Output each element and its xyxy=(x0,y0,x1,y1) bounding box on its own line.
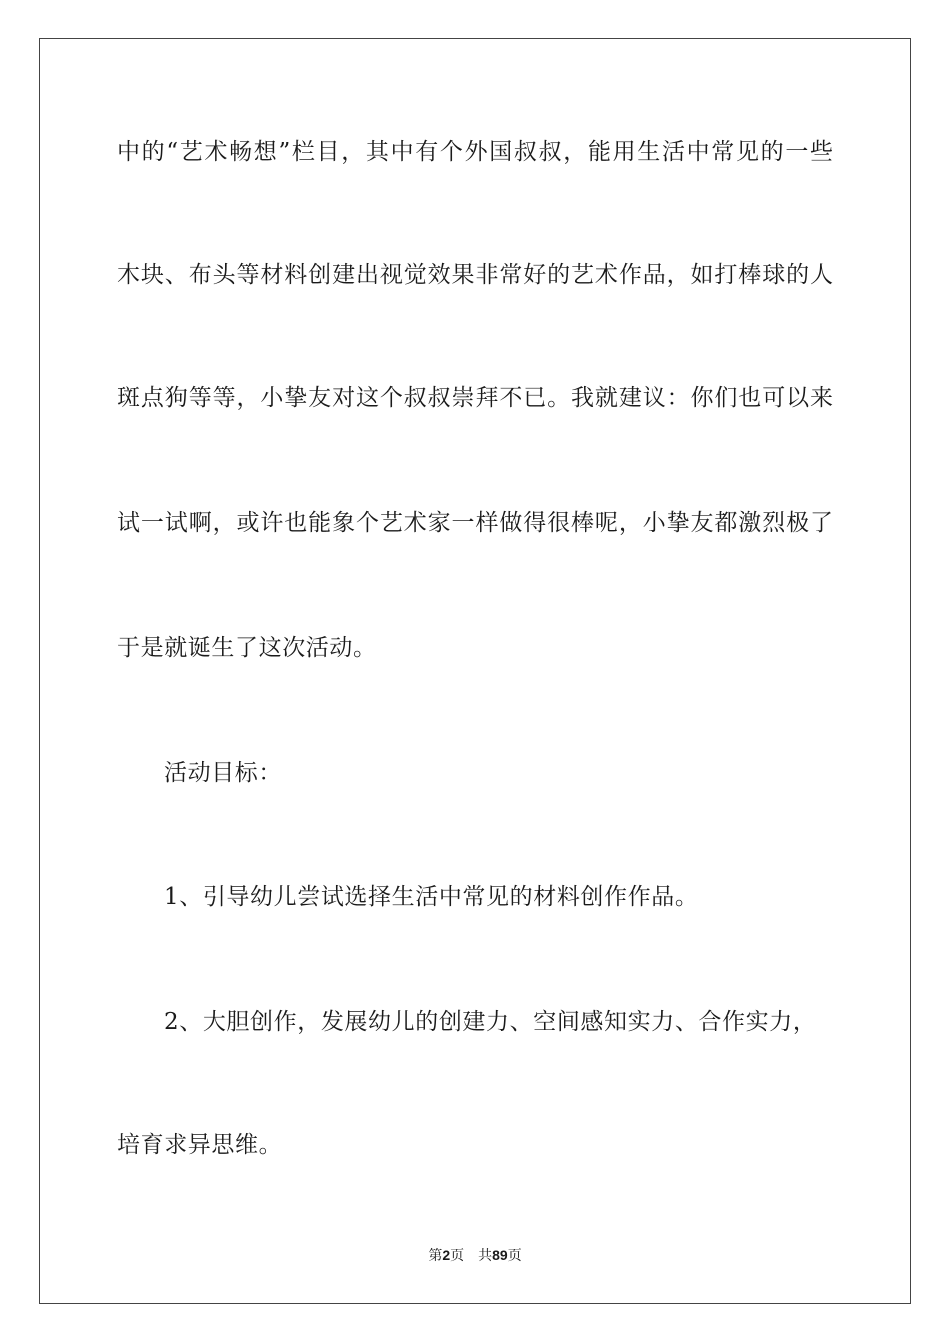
paragraph-line-5: 于是就诞生了这次活动。 xyxy=(117,635,377,661)
page-suffix: 页 xyxy=(450,1248,465,1264)
section-heading: 活动目标： xyxy=(164,760,282,786)
total-suffix: 页 xyxy=(507,1248,522,1264)
goal-item-1: 1、引导幼儿尝试选择生活中常见的材料创作作品。 xyxy=(164,884,699,910)
paragraph-line-2: 木块、布头等材料创建出视觉效果非常好的艺术作品，如打棒球的人 xyxy=(117,262,833,288)
goal-item-2-line-2: 培育求异思维。 xyxy=(117,1132,283,1158)
page-frame xyxy=(39,38,911,1304)
paragraph-line-1: 中的“艺术畅想”栏目，其中有个外国叔叔，能用生活中常见的一些 xyxy=(117,139,833,165)
goal-item-2-line-1: 2、大胆创作，发展幼儿的创建力、空间感知实力、合作实力， xyxy=(164,1009,817,1035)
paragraph-line-4: 试一试啊，或许也能象个艺术家一样做得很棒呢，小挚友都激烈极了 xyxy=(117,510,833,536)
total-pages: 89 xyxy=(492,1247,508,1263)
paragraph-line-3: 斑点狗等等，小挚友对这个叔叔崇拜不已。我就建议：你们也可以来 xyxy=(117,385,833,411)
page-footer xyxy=(0,1246,950,1265)
total-prefix: 共 xyxy=(478,1248,493,1264)
page-prefix: 第 xyxy=(428,1248,443,1264)
page-number: 2 xyxy=(442,1247,451,1263)
